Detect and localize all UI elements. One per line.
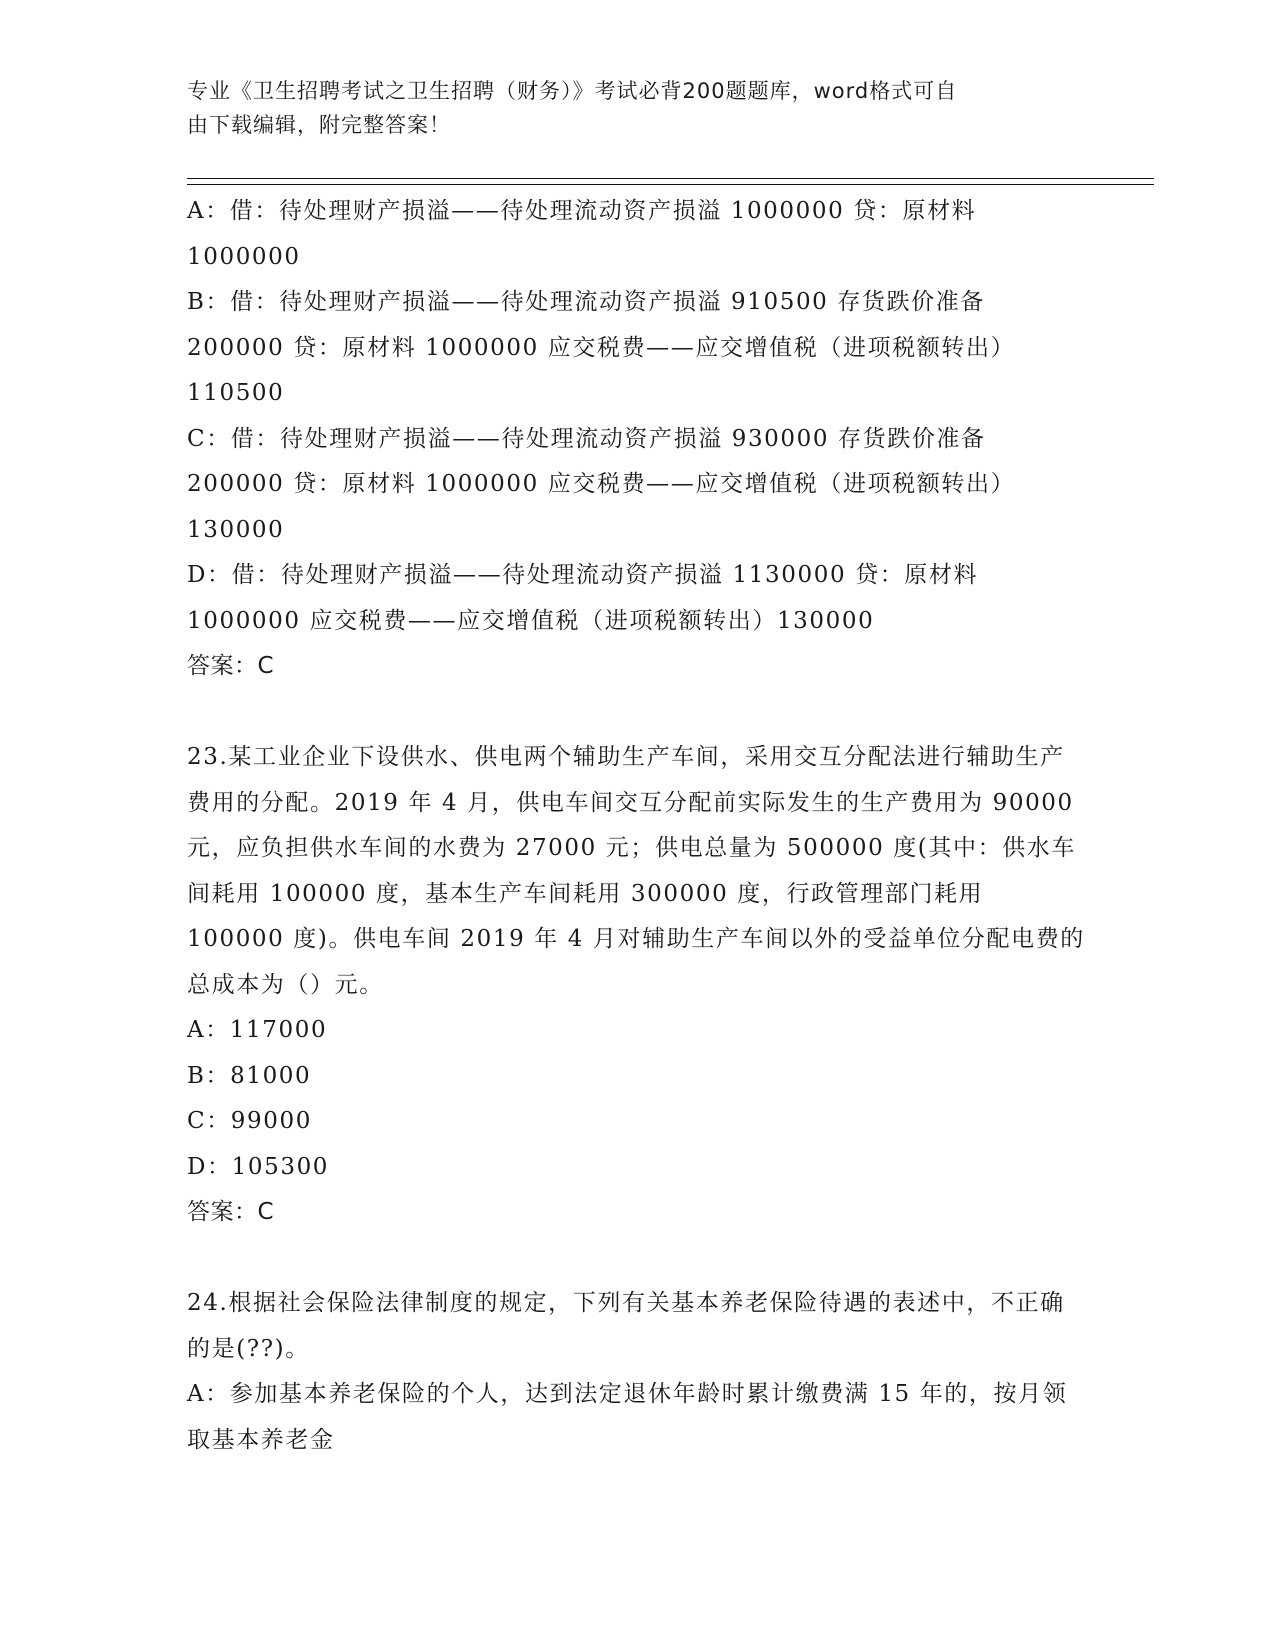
q22-option-b: B：借：待处理财产损溢——待处理流动资产损溢 910500 存货跌价准备 200000 贷：原材料 1000000 应交税费——应交增值税（进项税额转出）110500 [187, 289, 1016, 406]
question-22-options [187, 189, 1087, 690]
spacer [187, 690, 1087, 736]
q24-option-a: A：参加基本养老保险的个人，达到法定退休年龄时累计缴费满 15 年的，按月领取基本养老金 [187, 1381, 1068, 1453]
q23-option-c: C：99000 [187, 1108, 312, 1134]
question-24 [187, 1281, 1087, 1463]
q22-answer: 答案：C [187, 653, 275, 679]
q22-option-c: C：借：待处理财产损溢——待处理流动资产损溢 930000 存货跌价准备 200000 贷：原材料 1000000 应交税费——应交增值税（进项税额转出）130000 [187, 425, 1016, 543]
spacer [187, 1236, 1087, 1282]
header-rule-top [187, 178, 1154, 179]
header-rule-bottom [187, 184, 1154, 185]
header-line-1: 专业《卫生招聘考试之卫生招聘（财务）》考试必背200题题库，word格式可自 [187, 79, 958, 103]
q23-option-d: D：105300 [187, 1153, 330, 1180]
q23-answer: 答案：C [187, 1199, 275, 1225]
q23-option-b: B：81000 [187, 1062, 312, 1089]
document-header [187, 74, 1067, 142]
q22-option-a: A：借：待处理财产损溢——待处理流动资产损溢 1000000 贷：原材料 1000000 [187, 198, 977, 270]
question-23 [187, 735, 1087, 1236]
q23-option-a: A：117000 [187, 1017, 328, 1043]
q24-stem: 24.根据社会保险法律制度的规定，下列有关基本养老保险待遇的表述中，不正确的是(??)。 [187, 1290, 1065, 1362]
q23-stem: 23.某工业企业下设供水、供电两个辅助生产车间，采用交互分配法进行辅助生产费用的分配。2019 年 4 月，供电车间交互分配前实际发生的生产费用为 90000 元，应负担供水车间的水费为 27000 元；供电总量为 500000 度(其中：供水车间耗用 100000 度，基本生产车间耗用 300000 度，行政管理部门耗用 100000 度)。供电车间 2019 年 4 月对辅助生产车间以外的受益单位分配电费的总成本为（）元。 [187, 744, 1085, 998]
header-line-2: 由下载编辑，附完整答案！ [187, 113, 451, 137]
q22-option-d: D：借：待处理财产损溢——待处理流动资产损溢 1130000 贷：原材料 1000000 应交税费——应交增值税（进项税额转出）130000 [187, 562, 979, 634]
document-body [187, 189, 1087, 1463]
